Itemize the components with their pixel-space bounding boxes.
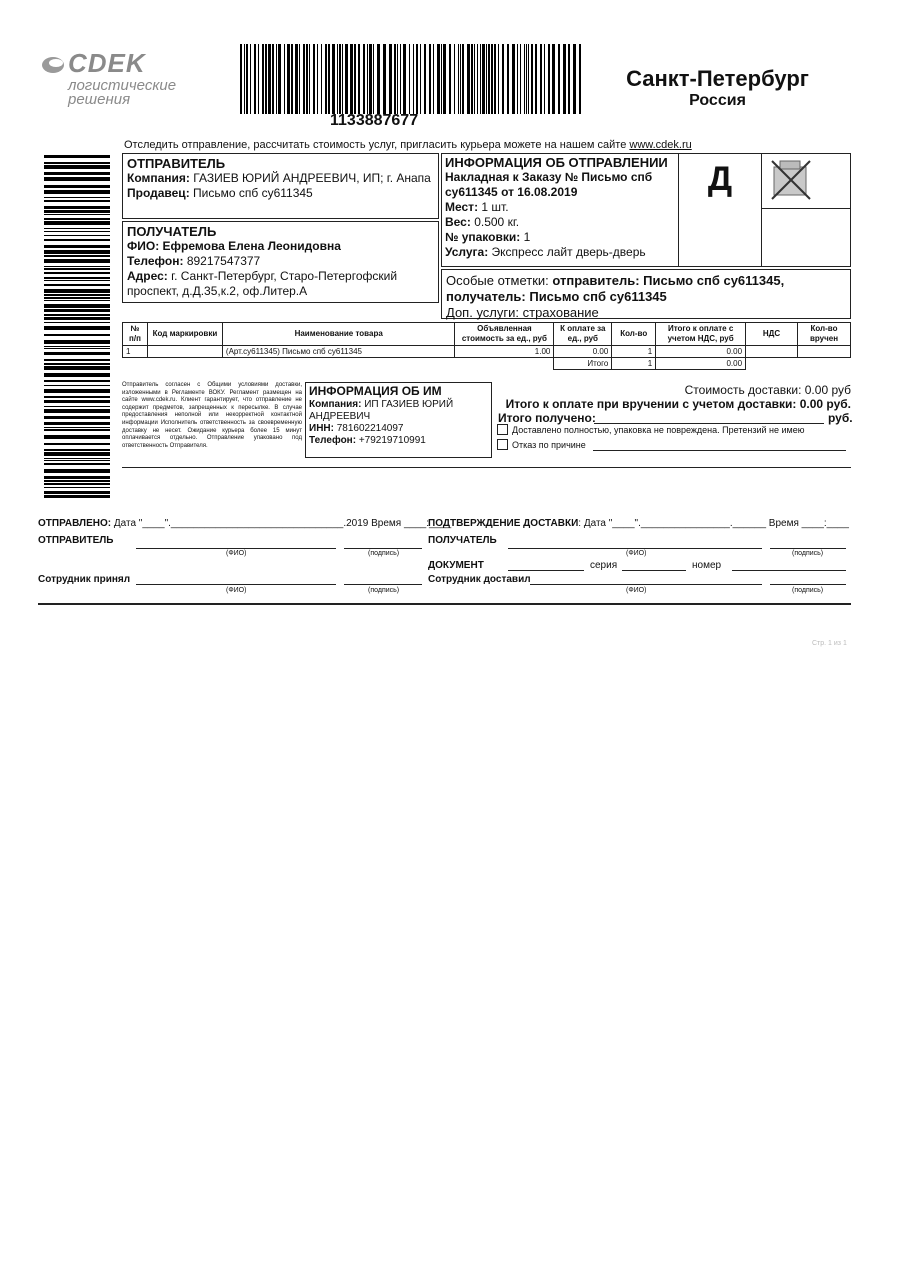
document-line[interactable] — [508, 570, 584, 571]
barcode-bar — [512, 44, 515, 114]
barcode-bar — [416, 44, 418, 114]
side-barcode-bar — [44, 221, 110, 225]
barcode-bar — [332, 44, 335, 114]
employee-accepted-label: Сотрудник принял — [38, 574, 131, 585]
extra-services-label: Доп. услуги: — [446, 305, 519, 320]
section-divider — [122, 467, 851, 468]
side-barcode-bar — [44, 409, 110, 413]
sender-seller-label: Продавец: — [127, 186, 190, 200]
side-barcode-bar — [44, 429, 110, 431]
side-barcode-bar — [44, 491, 110, 494]
side-barcode-bar — [44, 435, 110, 439]
cdek-site-link[interactable]: www.cdek.ru — [629, 139, 692, 151]
barcode-bar — [458, 44, 459, 114]
sender-company-value: ГАЗИЕВ ЮРИЙ АНДРЕЕВИЧ, ИП; г. Анапа — [193, 171, 431, 185]
barcode-bar — [309, 44, 310, 114]
barcode-bar — [321, 44, 322, 114]
barcode-bar — [443, 44, 446, 114]
barcode-bar — [544, 44, 545, 114]
side-barcode-bar — [44, 309, 110, 312]
barcode-bar — [573, 44, 576, 114]
side-barcode-bar — [44, 359, 110, 361]
recipient-phone-label: Телефон: — [127, 254, 184, 268]
barcode-bar — [325, 44, 327, 114]
side-barcode-bar — [44, 334, 110, 336]
barcode-bar — [397, 44, 398, 114]
side-barcode-bar — [44, 322, 110, 323]
barcode-bar — [258, 44, 259, 114]
side-barcode-bar — [44, 206, 110, 209]
side-barcode-bar — [44, 385, 110, 386]
barcode-bar — [328, 44, 330, 114]
barcode-bar — [244, 44, 245, 114]
side-barcode-bar — [44, 185, 110, 188]
barcode-bar — [394, 44, 396, 114]
sent-date: Дата "____"._______________________________.2019 Время ____:____ — [113, 518, 452, 529]
barcode-bar — [548, 44, 550, 114]
side-barcode-bars — [44, 155, 110, 500]
side-barcode-bar — [44, 480, 110, 482]
barcode-bar — [477, 44, 478, 114]
side-barcode-bar — [44, 200, 110, 202]
barcode-bar — [449, 44, 451, 114]
col-header: Объявленная стоимость за ед., руб — [455, 323, 554, 346]
side-barcode-bar — [44, 197, 110, 198]
barcode-bar — [254, 44, 256, 114]
weight-value: 0.500 кг. — [474, 215, 520, 229]
side-barcode-bar — [44, 218, 110, 220]
barcode-bar — [265, 44, 267, 114]
col-header: № п/п — [123, 323, 148, 346]
extra-services-value: страхование — [522, 305, 599, 320]
side-barcode-bar — [44, 304, 110, 308]
barcode-bar — [383, 44, 386, 114]
recipient-box — [122, 221, 439, 303]
side-barcode-bar — [44, 177, 110, 181]
side-barcode-bar — [44, 277, 110, 279]
barcode-bar — [520, 44, 521, 114]
destination-city: Санкт-Петербург — [626, 66, 809, 91]
barcode-bar — [420, 44, 421, 114]
special-notes-box — [441, 269, 851, 319]
recipient-header: ПОЛУЧАТЕЛЬ — [127, 224, 217, 239]
side-barcode-bar — [44, 190, 110, 194]
barcode-bar — [454, 44, 455, 114]
sender-sign-line[interactable] — [344, 548, 422, 549]
received-line[interactable] — [594, 423, 824, 424]
barcode-bar — [250, 44, 251, 114]
side-barcode-bar — [44, 458, 110, 459]
side-barcode-bar — [44, 400, 110, 403]
barcode-bar — [460, 44, 461, 114]
barcode-bar — [471, 44, 473, 114]
side-barcode-bar — [44, 231, 110, 232]
barcode-bar — [317, 44, 318, 114]
recipient-address-label: Адрес: — [127, 269, 168, 283]
barcode-bar — [278, 44, 281, 114]
delivery-confirm-label: ПОДТВЕРЖДЕНИЕ ДОСТАВКИ — [428, 518, 579, 529]
places-label: Мест: — [445, 200, 479, 214]
delivered-check-label: Доставлено полностью, упаковка не повреждена. Претензий не имею — [512, 425, 805, 435]
barcode-bar — [498, 44, 499, 114]
side-barcode-bar — [44, 422, 110, 425]
courier-fio-line[interactable] — [530, 584, 762, 585]
sender-company-label: Компания: — [127, 171, 190, 185]
barcode-bar — [354, 44, 356, 114]
im-company-label: Компания: — [309, 399, 362, 410]
sent-label: ОТПРАВЛЕНО: — [38, 518, 112, 529]
side-barcode-bar — [44, 235, 110, 236]
weight-label: Вес: — [445, 215, 471, 229]
number-line[interactable] — [732, 570, 846, 571]
barcode-bar — [342, 44, 343, 114]
side-barcode-bar — [44, 389, 110, 393]
fio-caption: (ФИО) — [626, 587, 647, 594]
delivery-cost: Стоимость доставки: 0.00 руб — [684, 383, 851, 397]
side-barcode-bar — [44, 326, 110, 330]
goods-table — [122, 322, 851, 370]
barcode-bar — [291, 44, 293, 114]
barcode-bar — [558, 44, 560, 114]
employee-fio-line[interactable] — [136, 584, 336, 585]
totals-sum: 0.00 — [656, 358, 746, 370]
barcode-bar — [272, 44, 274, 114]
fio-caption: (ФИО) — [226, 587, 247, 594]
courier-sign-line[interactable] — [770, 584, 846, 585]
barcode-bar — [474, 44, 475, 114]
col-header: Наименование товара — [222, 323, 455, 346]
sign-caption: (подпись) — [792, 587, 824, 594]
barcode-bar — [528, 44, 529, 114]
barcode-bar — [299, 44, 300, 114]
barcode-bar — [524, 44, 525, 114]
side-barcode-bar — [44, 469, 110, 473]
side-barcode-bar — [44, 460, 110, 461]
barcode-bar — [262, 44, 264, 114]
logo-tagline-1: логистические — [68, 77, 177, 94]
side-barcode-bar — [44, 294, 110, 296]
barcode-bar — [491, 44, 493, 114]
icon-cell-bottom — [761, 208, 851, 267]
side-barcode-bar — [44, 346, 110, 347]
barcode-bar — [494, 44, 496, 114]
barcode-bar — [540, 44, 542, 114]
barcode-bar — [507, 44, 509, 114]
side-barcode-bar — [44, 449, 110, 451]
im-inn-value: 781602214097 — [336, 423, 404, 434]
destination-country: Россия — [689, 92, 746, 109]
employee-sign-line[interactable] — [344, 584, 422, 585]
side-barcode-bar — [44, 266, 110, 267]
barcode-bar — [429, 44, 431, 114]
side-barcode-bar — [44, 228, 110, 229]
side-barcode-bar — [44, 314, 110, 316]
barcode-bar — [373, 44, 374, 114]
barcode-bar — [433, 44, 434, 114]
recipient-phone-value: 89217547377 — [186, 254, 261, 268]
sign-caption: (подпись) — [792, 550, 824, 557]
col-header: К оплате за ед., руб — [554, 323, 612, 346]
page-counter: Стр. 1 из 1 — [812, 640, 847, 647]
barcode-bar — [482, 44, 485, 114]
barcode-bar — [502, 44, 504, 114]
side-barcode-bar — [44, 363, 110, 365]
table-totals-row — [123, 358, 851, 370]
side-barcode-bar — [44, 300, 110, 301]
employee-delivered-label: Сотрудник доставил — [428, 574, 531, 585]
sign-caption: (подпись) — [368, 587, 400, 594]
barcode-number: 1133887677 — [330, 112, 419, 129]
barcode-bar — [563, 44, 566, 114]
barcode-bar — [400, 44, 401, 114]
side-barcode-bar — [44, 250, 110, 254]
barcode-bar — [568, 44, 570, 114]
side-barcode-bar — [44, 487, 110, 488]
barcode-bar — [531, 44, 533, 114]
invoice-line-2: су611345 от 16.08.2019 — [445, 185, 578, 199]
barcode-bar — [488, 44, 490, 114]
side-barcode-bar — [44, 406, 110, 407]
barcode-bar — [480, 44, 481, 114]
sender-header: ОТПРАВИТЕЛЬ — [127, 156, 226, 171]
barcode-bar — [313, 44, 315, 114]
barcode-bar — [350, 44, 353, 114]
received-label: Итого получено: — [498, 411, 596, 425]
barcode-bar — [552, 44, 555, 114]
recipient-fio-line[interactable] — [508, 548, 762, 549]
special-notes-line-2: получатель: Письмо спб су611345 — [446, 289, 667, 304]
received-unit: руб. — [828, 411, 853, 425]
table-header-row — [123, 323, 851, 346]
side-barcode-bar — [44, 162, 110, 164]
number-label: номер — [692, 560, 722, 571]
barcode-bar — [535, 44, 537, 114]
side-barcode-bar — [44, 172, 110, 175]
logo-swoosh-icon — [40, 54, 66, 76]
side-barcode-bar — [44, 483, 110, 485]
cell-pay: 0.00 — [554, 346, 612, 358]
fio-caption: (ФИО) — [226, 550, 247, 557]
col-header: НДС — [746, 323, 798, 346]
logo-tagline-2: решения — [68, 91, 131, 108]
recipient-address-value: г. Санкт-Петербург, Старо-Петергофский проспект, д.Д.35,к.2, оф.Литер.А — [127, 269, 398, 298]
sender-seller-value: Письмо спб су611345 — [193, 186, 313, 200]
tracking-notice-text: Отследить отправление, рассчитать стоимость услуг, пригласить курьера можете на нашем сайте — [124, 139, 630, 151]
barcode-bar — [306, 44, 308, 114]
barcode-bar — [413, 44, 414, 114]
side-barcode — [44, 155, 110, 500]
im-info-box — [305, 382, 492, 458]
sender-fio-line[interactable] — [136, 548, 336, 549]
side-barcode-bar — [44, 214, 110, 215]
terms-text: Отправитель согласен с Общими условиями доставки, изложенными в Регламенте ВОКУ. Регламент размещен на сайте www.cdek.ru. Клиент гарантирует, что отправление не содержит предметов, запрещенных к пересылке. В случае предоставления неполной или некорректной контактной информации Исполнитель ответственность за своевременную доставку не несет. Ожидание курьера более 15 минут оплачивается отдельно. Отправление упаковано под ответственность Отправителя. — [122, 382, 302, 449]
barcode-bar — [467, 44, 470, 114]
service-label: Услуга: — [445, 245, 489, 259]
places-value: 1 шт. — [481, 200, 509, 214]
barcode-bar — [424, 44, 426, 114]
no-stacking-icon — [768, 157, 814, 203]
side-barcode-bar — [44, 396, 110, 398]
tracking-notice — [124, 139, 692, 151]
barcode-bar — [303, 44, 305, 114]
series-line[interactable] — [622, 570, 686, 571]
totals-qty: 1 — [612, 358, 656, 370]
cell-name: (Арт.су611345) Письмо спб су611345 — [222, 346, 455, 358]
side-barcode-bar — [44, 289, 110, 293]
barcode-bar — [462, 44, 464, 114]
col-header: Кол-во вручен — [797, 323, 850, 346]
recipient-sign-label: ПОЛУЧАТЕЛЬ — [428, 535, 497, 546]
barcode-bar — [276, 44, 277, 114]
side-barcode-bar — [44, 352, 110, 355]
barcode — [240, 44, 585, 116]
col-header: Итого к оплате с учетом НДС, руб — [656, 323, 746, 346]
barcode-bar — [526, 44, 527, 114]
barcode-bar — [441, 44, 442, 114]
sender-sign-label: ОТПРАВИТЕЛЬ — [38, 535, 114, 546]
barcode-bar — [268, 44, 271, 114]
delivery-mode-letter: Д — [707, 160, 733, 198]
side-barcode-bar — [44, 239, 110, 241]
barcode-bar — [377, 44, 380, 114]
sign-caption: (подпись) — [368, 550, 400, 557]
recipient-name-value: Ефремова Елена Леонидовна — [162, 239, 341, 253]
side-barcode-bar — [44, 416, 110, 419]
side-barcode-bar — [44, 259, 110, 263]
refusal-check-label: Отказ по причине — [512, 440, 586, 450]
side-barcode-bar — [44, 280, 110, 281]
document-label: ДОКУМЕНТ — [428, 560, 484, 571]
package-value: 1 — [523, 230, 531, 244]
shipment-info-header: ИНФОРМАЦИЯ ОБ ОТПРАВЛЕНИИ — [445, 155, 668, 170]
delivered-checkbox[interactable] — [497, 424, 508, 435]
im-info-header: ИНФОРМАЦИЯ ОБ ИМ — [309, 384, 442, 398]
bottom-divider — [38, 603, 851, 605]
fio-caption: (ФИО) — [626, 550, 647, 557]
im-phone-value: +79219710991 — [358, 435, 426, 446]
cell-declared: 1.00 — [455, 346, 554, 358]
shipment-info — [445, 155, 675, 260]
delivery-confirm-row — [428, 518, 849, 529]
barcode-bar — [246, 44, 248, 114]
side-barcode-bar — [44, 348, 110, 349]
barcode-bar — [403, 44, 406, 114]
package-label: № упаковки: — [445, 230, 521, 244]
im-inn-label: ИНН: — [309, 423, 334, 434]
sender-box — [122, 153, 439, 219]
side-barcode-bar — [44, 268, 110, 270]
series-label: серия — [590, 560, 618, 571]
barcode-bar — [369, 44, 372, 114]
recipient-sign-line[interactable] — [770, 548, 846, 549]
side-barcode-bar — [44, 155, 110, 158]
side-barcode-bar — [44, 380, 110, 382]
barcode-bar — [240, 44, 242, 114]
side-barcode-bar — [44, 245, 110, 248]
im-phone-label: Телефон: — [309, 435, 357, 446]
col-header: Код маркировки — [147, 323, 222, 346]
refusal-reason-line[interactable] — [593, 450, 846, 451]
barcode-bar — [363, 44, 365, 114]
special-notes-line-1: отправитель: Письмо спб су611345, — [552, 273, 785, 288]
table-row — [123, 346, 851, 358]
side-barcode-bar — [44, 373, 110, 377]
im-company-value: ИП ГАЗИЕВ ЮРИЙ АНДРЕЕВИЧ — [309, 399, 454, 422]
barcode-bar — [517, 44, 518, 114]
side-barcode-bar — [44, 443, 110, 445]
cell-n: 1 — [123, 346, 148, 358]
barcode-bar — [284, 44, 285, 114]
cell-total: 0.00 — [656, 346, 746, 358]
barcode-bar — [337, 44, 338, 114]
side-barcode-bar — [44, 463, 110, 465]
barcode-bar — [486, 44, 487, 114]
invoice-line-1: Накладная к Заказу № Письмо спб — [445, 170, 653, 184]
side-barcode-bar — [44, 452, 110, 456]
recipient-name-label: ФИО: — [127, 239, 160, 253]
barcode-bar — [345, 44, 348, 114]
sent-row — [38, 518, 451, 529]
totals-label: Итого — [554, 358, 612, 370]
total-due: Итого к оплате при вручении с учетом доставки: 0.00 руб. — [505, 397, 851, 411]
side-barcode-bar — [44, 340, 110, 344]
special-notes-label: Особые отметки: — [446, 273, 549, 288]
barcode-bar — [339, 44, 341, 114]
side-barcode-bar — [44, 165, 110, 169]
barcode-bar — [437, 44, 440, 114]
cell-vat — [746, 346, 798, 358]
logo-brand: CDEK — [68, 48, 146, 78]
barcode-bar — [389, 44, 392, 114]
side-barcode-bar — [44, 317, 110, 320]
refusal-checkbox[interactable] — [497, 439, 508, 450]
service-value: Экспресс лайт дверь-дверь — [491, 245, 646, 259]
barcode-bar — [287, 44, 290, 114]
barcode-bar — [579, 44, 581, 114]
cell-code — [147, 346, 222, 358]
side-barcode-bar — [44, 272, 110, 274]
side-barcode-bar — [44, 284, 110, 286]
side-barcode-bar — [44, 495, 110, 498]
side-barcode-bar — [44, 366, 110, 370]
barcode-bar — [358, 44, 360, 114]
cell-qty: 1 — [612, 346, 656, 358]
cdek-logo — [40, 48, 190, 108]
barcode-bar — [409, 44, 410, 114]
barcode-bars — [240, 44, 585, 114]
barcode-bar — [295, 44, 298, 114]
side-barcode-bar — [44, 210, 110, 213]
cell-delivered — [797, 346, 850, 358]
side-barcode-bar — [44, 255, 110, 257]
col-header: Кол-во — [612, 323, 656, 346]
delivery-date: : Дата "____".________________.______ Время ____:____ — [578, 518, 849, 529]
side-barcode-bar — [44, 297, 110, 299]
side-barcode-bar — [44, 476, 110, 479]
barcode-bar — [367, 44, 368, 114]
side-barcode-bar — [44, 427, 110, 428]
